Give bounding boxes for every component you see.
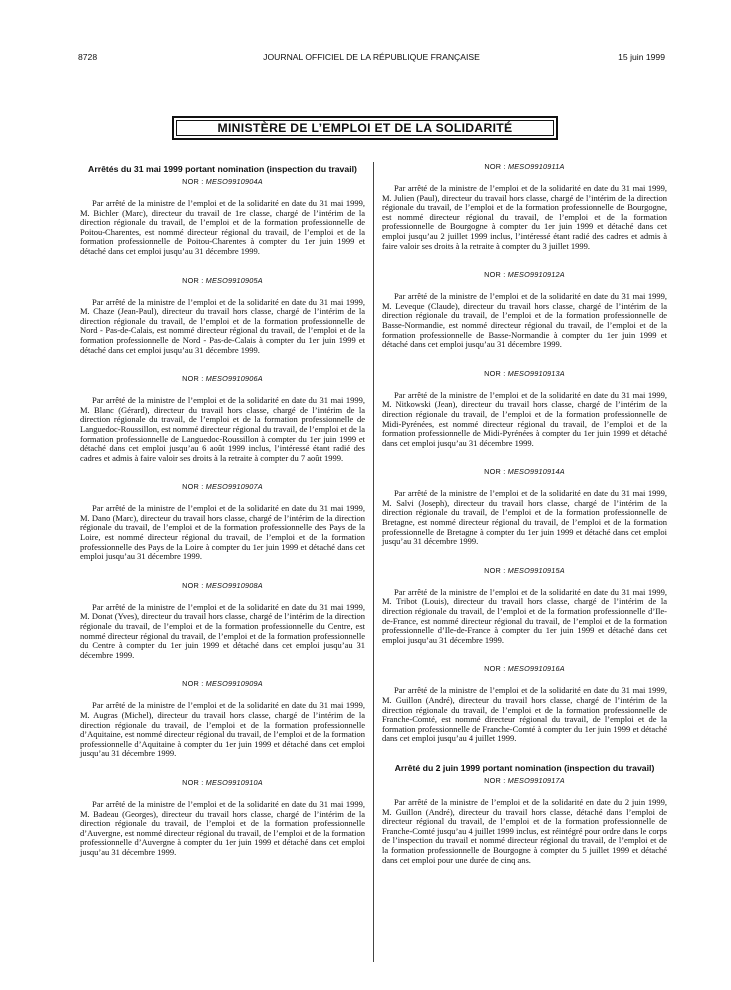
decree-text: Par arrêté de la ministre de l’emploi et de la solidarité en date du 31 mai 1999, M. Tribot (Louis), directeur du travail hors classe, chargé de l’intérim de la direction régionale du travail, de l’emploi et de la formation professionnelle d’Ile-de-France, est nommé directeur régional du travail, de l’emploi et de la formation professionnelle d’Ile-de-France à compter du 1er juin 1999 et détaché dans cet emploi jusqu’au 31 décembre 1999.: [382, 586, 667, 645]
decree-text: Par arrêté de la ministre de l’emploi et de la solidarité en date du 31 mai 1999, M. Chaze (Jean-Paul), directeur du travail hors classe, chargé de l’intérim de la direction régionale du travail, de l’emploi et de la formation professionnelle de Nord - Pas-de-Calais, est nommé directeur régional du travail, de l’emploi et de la formation professionnelle de Nord - Pas-de-Calais à compter du 1er juin 1999 et détaché dans cet emploi jusqu’au 31 décembre 1999.: [80, 296, 365, 355]
decree-text: Par arrêté de la ministre de l’emploi et de la solidarité en date du 31 mai 1999, M. Blanc (Gérard), directeur du travail hors classe, chargé de l’intérim de la direction régionale du travail, de l’emploi et de la formation professionnelle de Languedoc-Roussillon, est nommé directeur régional du travail, de l’emploi et de la formation professionnelle de Languedoc-Roussillon à compter du 1er juin 1999 et détaché dans cet emploi jusqu’au 6 août 1999 inclus, l’intéressé étant radié des cadres et admis à faire valoir ses droits à la retraite à compter du 7 août 1999.: [80, 395, 365, 463]
nor-reference: NOR : MESO9910907A: [182, 482, 263, 492]
decree-entry: [382, 369, 667, 449]
nor-reference: NOR : MESO9910912A: [484, 270, 565, 280]
nor-code: MESO9910916A: [507, 664, 565, 674]
nor-code: MESO9910910A: [205, 777, 263, 787]
decree-entry: [80, 482, 365, 562]
nor-reference: NOR : MESO9910914A: [484, 467, 565, 477]
decree-entry: [382, 270, 667, 350]
decree-entry: [382, 566, 667, 646]
nor-code: MESO9910914A: [507, 467, 565, 477]
nor-code: MESO9910913A: [507, 368, 565, 378]
nor-reference: NOR : MESO9910904A: [182, 177, 263, 186]
page-number: 8728: [78, 52, 98, 62]
decree-text: Par arrêté de la ministre de l’emploi et de la solidarité en date du 31 mai 1999, M. Julien (Paul), directeur du travail hors classe, chargé de l’intérim de la direction régionale du travail, de l’emploi et de la formation professionnelle de Bourgogne, est nommé directeur régional du travail, de l’emploi et de la formation professionnelle de Bourgogne à compter du 1er juin 1999 et détaché dans cet emploi jusqu’au 2 juillet 1999 inclus, l’intéressé étant radié des cadres et admis à faire valoir ses droits à la retraite à compter du 3 juillet 1999.: [382, 183, 667, 251]
decree-entry: [80, 778, 365, 858]
decree-text: Par arrêté de la ministre de l’emploi et de la solidarité en date du 31 mai 1999, M. Nitkowski (Jean), directeur du travail hors classe, chargé de l’intérim de la direction régionale du travail, de l’emploi et de la formation professionnelle de Midi-Pyrénées, est nommé directeur régional du travail, de l’emploi et de la formation professionnelle de Midi-Pyrénées à compter du 1er juin 1999 et détaché dans cet emploi jusqu’au 31 décembre 1999.: [382, 389, 667, 448]
nor-code: MESO9910917A: [507, 775, 565, 785]
nor-code: MESO9910915A: [507, 565, 565, 575]
nor-code: MESO9910904A: [205, 177, 263, 186]
decree-text: Par arrêté de la ministre de l’emploi et de la solidarité en date du 31 mai 1999, M. Dano (Marc), directeur du travail hors classe, chargé de l’intérim de la direction régionale du travail, de l’emploi et de la formation professionnelle des Pays de la Loire, est nommé directeur régional du travail, de l’emploi et de la formation professionnelle des Pays de la Loire à compter du 1er juin 1999 et détaché dans cet emploi jusqu’au 31 décembre 1999.: [80, 503, 365, 562]
left-column: [80, 162, 365, 877]
decree-text: Par arrêté de la ministre de l’emploi et de la solidarité en date du 31 mai 1999, M. Leveque (Claude), directeur du travail hors classe, chargé de l’intérim de la direction régionale du travail, de l’emploi et de la formation professionnelle de Basse-Normandie, est nommé directeur régional du travail, de l’emploi et de la formation professionnelle de Basse-Normandie à compter du 1er juin 1999 et détaché dans cet emploi jusqu’au 31 décembre 1999.: [382, 291, 667, 350]
decree-text: Par arrêté de la ministre de l’emploi et de la solidarité en date du 2 juin 1999, M. Guillon (André), directeur du travail hors classe, détaché dans l’emploi de directeur régional du travail, de l’emploi et de la formation professionnelle de Franche-Comté jusqu’au 4 juillet 1999 inclus, est réintégré pour ordre dans le corps de l’inspection du travail et nommé directeur régional du travail, de l’emploi et de la formation professionnelle de Bourgogne à compter du 5 juillet 1999 et détaché dans cet emploi pour une durée de cinq ans.: [382, 796, 667, 865]
issue-date: 15 juin 1999: [618, 52, 665, 62]
nor-reference: NOR : MESO9910910A: [182, 777, 263, 787]
nor-code: MESO9910912A: [507, 270, 565, 280]
nor-code: MESO9910907A: [205, 482, 263, 492]
ministry-title-box: [172, 116, 558, 140]
decree-text: Par arrêté de la ministre de l’emploi et de la solidarité en date du 31 mai 1999, M. Guillon (André), directeur du travail hors classe, chargé de l’intérim de la direction régionale du travail, de l’emploi et de la formation professionnelle de Franche-Comté, est nommé directeur régional du travail, de l’emploi et de la formation professionnelle de Franche-Comté à compter du 1er juin 1999 et détaché dans cet emploi jusqu’au 4 juillet 1999.: [382, 685, 667, 744]
nor-reference: NOR : MESO9910909A: [182, 679, 263, 689]
decree-entry: [382, 467, 667, 547]
nor-reference: NOR : MESO9910911A: [484, 162, 565, 171]
nor-reference: NOR : MESO9910913A: [484, 368, 565, 378]
section-heading: Arrêtés du 31 mai 1999 portant nomination (inspection du travail): [88, 164, 357, 174]
nor-reference: NOR : MESO9910906A: [182, 374, 263, 384]
nor-reference: NOR : MESO9910905A: [182, 275, 263, 285]
nor-code: MESO9910911A: [507, 162, 565, 171]
decree-entry: [382, 776, 667, 865]
decree-text: Par arrêté de la ministre de l’emploi et de la solidarité en date du 31 mai 1999, M. Badeau (Georges), directeur du travail hors classe, chargé de l’intérim de la direction régionale du travail, de l’emploi et de la formation professionnelle d’Auvergne, est nommé directeur régional du travail, de l’emploi et de la formation professionnelle d’Auvergne à compter du 1er juin 1999 et détaché dans cet emploi jusqu’au 31 décembre 1999.: [80, 798, 365, 857]
decree-text: Par arrêté de la ministre de l’emploi et de la solidarité en date du 31 mai 1999, M. Bichler (Marc), directeur du travail de 1re classe, chargé de l’intérim de la direction régionale du travail, de l’emploi et de la formation professionnelle de Poitou-Charentes, est nommé directeur régional du travail, de l’emploi et de la formation professionnelle de Poitou-Charentes à compter du 1er juin 1999 et détaché dans cet emploi jusqu’au 31 décembre 1999.: [80, 198, 365, 256]
decree-text: Par arrêté de la ministre de l’emploi et de la solidarité en date du 31 mai 1999, M. Augras (Michel), directeur du travail hors classe, chargé de l’intérim de la direction régionale du travail, de l’emploi et de la formation professionnelle d’Aquitaine, est nommé directeur régional du travail, de l’emploi et de la formation professionnelle d’Aquitaine à compter du 1er juin 1999 et détaché dans cet emploi jusqu’au 31 décembre 1999.: [80, 700, 365, 759]
nor-code: MESO9910906A: [205, 374, 263, 384]
decree-entry: [80, 679, 365, 759]
decree-entry: [382, 664, 667, 744]
decree-entry: [80, 177, 365, 257]
decree-entry: [382, 162, 667, 251]
nor-code: MESO9910905A: [205, 275, 263, 285]
decree-text: Par arrêté de la ministre de l’emploi et de la solidarité en date du 31 mai 1999, M. Donat (Yves), directeur du travail hors classe, chargé de l’intérim de la direction régionale du travail, de l’emploi et de la formation professionnelle du Centre, est nommé directeur régional du travail, de l’emploi et de la formation professionnelle du Centre à compter du 1er juin 1999 et détaché dans cet emploi jusqu’au 31 décembre 1999.: [80, 601, 365, 660]
nor-reference: NOR : MESO9910908A: [182, 580, 263, 590]
decree-entry: [80, 276, 365, 356]
column-divider: [373, 162, 374, 962]
ministry-title: MINISTÈRE DE L’EMPLOI ET DE LA SOLIDARITÉ: [217, 121, 513, 135]
section-heading: Arrêté du 2 juin 1999 portant nomination (inspection du travail): [394, 762, 655, 773]
decree-entry: [80, 374, 365, 463]
right-column: [382, 162, 667, 884]
nor-reference: NOR : MESO9910915A: [484, 565, 565, 575]
nor-reference: NOR : MESO9910916A: [484, 664, 565, 674]
nor-code: MESO9910908A: [205, 580, 263, 590]
nor-reference: NOR : MESO9910917A: [484, 775, 565, 785]
decree-entry: [80, 581, 365, 661]
nor-code: MESO9910909A: [205, 679, 263, 689]
decree-text: Par arrêté de la ministre de l’emploi et de la solidarité en date du 31 mai 1999, M. Salvi (Joseph), directeur du travail hors classe, chargé de l’intérim de la direction régionale du travail, de l’emploi et de la formation professionnelle de Bretagne, est nommé directeur régional du travail, de l’emploi et de la formation professionnelle de Bretagne à compter du 1er juin 1999 et détaché dans cet emploi jusqu’au 31 décembre 1999.: [382, 488, 667, 547]
journal-title: JOURNAL OFFICIEL DE LA RÉPUBLIQUE FRANÇAISE: [263, 52, 480, 62]
running-head: [78, 52, 665, 66]
